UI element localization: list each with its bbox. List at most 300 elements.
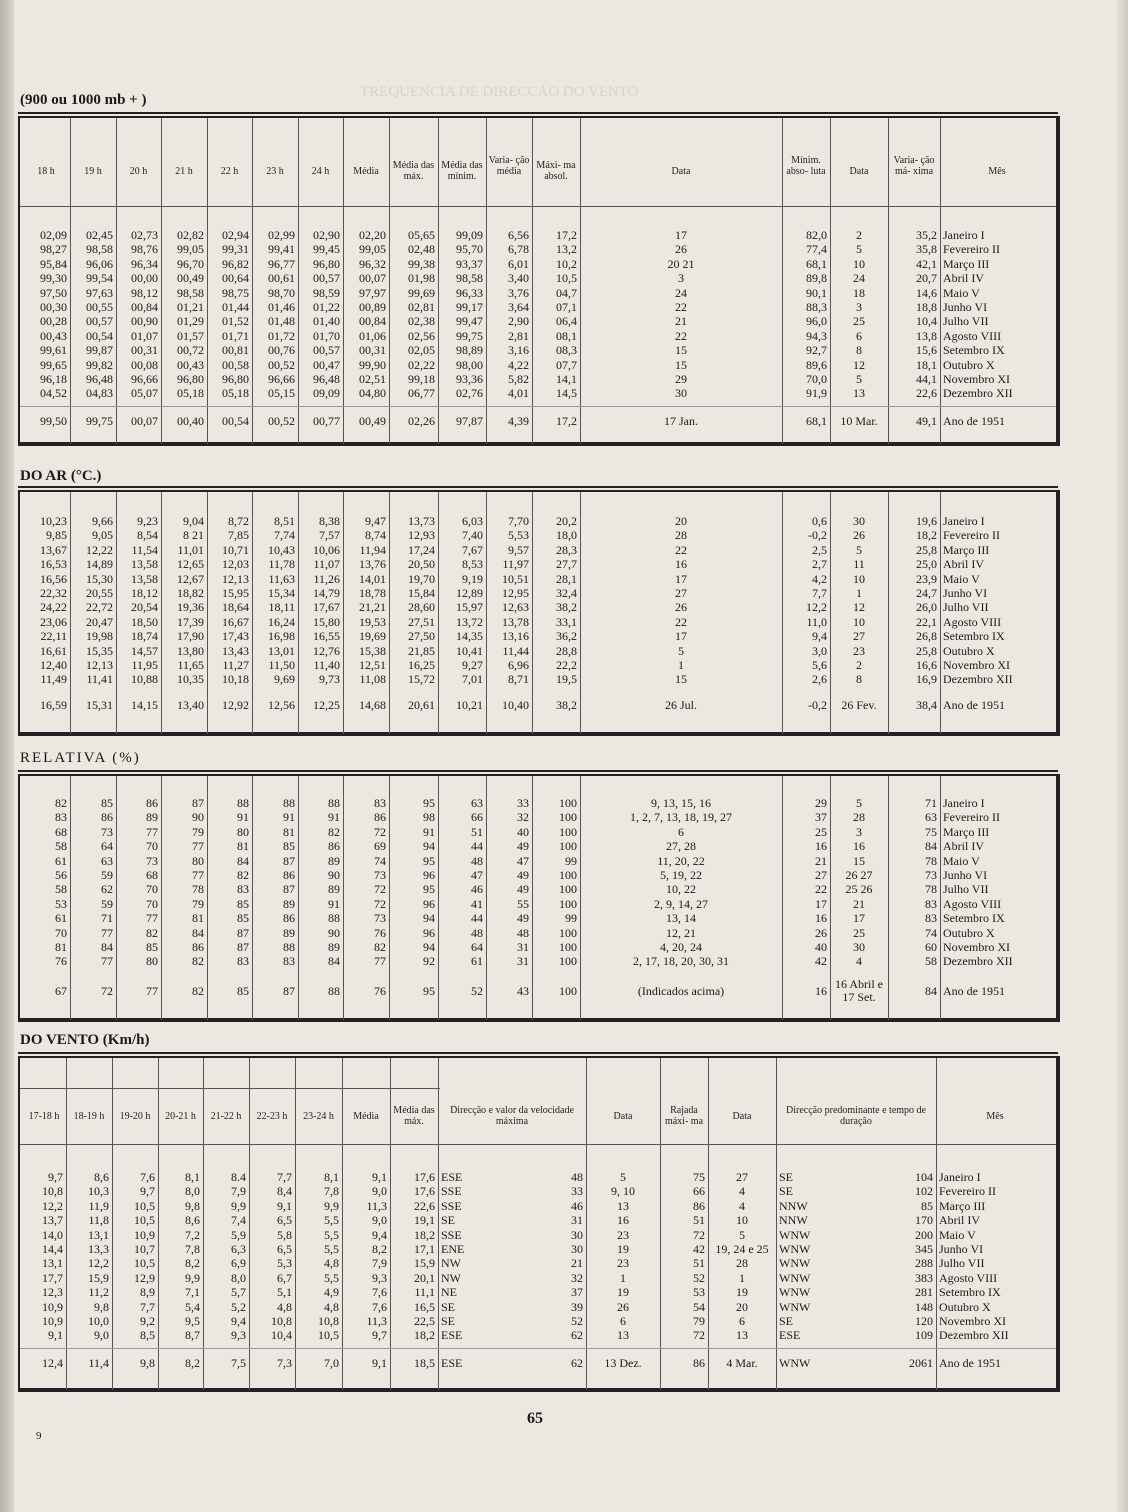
pressure-cell: 99,41 — [268, 242, 295, 257]
pressure-cell: 92,7 — [806, 343, 827, 358]
temperature-cell: 11,26 — [313, 571, 340, 586]
temperature-cell: 20,50 — [408, 557, 435, 572]
pressure-cell: 08,1 — [556, 328, 577, 343]
wind-total-cell: 11,4 — [88, 1356, 109, 1370]
temperature-section-title: DO AR (°C.) — [20, 468, 102, 484]
wind-cell: 1 — [620, 1270, 626, 1285]
humidity-cell: 79 — [192, 824, 204, 839]
temperature-cell: 11,40 — [313, 658, 340, 672]
humidity-cell: 86 — [192, 940, 204, 954]
humidity-cell: 80 — [146, 954, 158, 969]
humidity-cell: 100 — [559, 882, 577, 897]
humidity-cell: 100 — [559, 925, 577, 940]
pressure-cell: 96,48 — [313, 372, 340, 386]
temperature-cell: 13,67 — [40, 542, 67, 557]
humidity-total-cell: 100 — [559, 984, 577, 998]
humidity-cell: 63 — [101, 853, 113, 868]
humidity-cell: 70 — [55, 925, 67, 940]
column-rule — [389, 776, 390, 1020]
temperature-cell: 8,71 — [508, 672, 529, 687]
humidity-cell: 72 — [374, 882, 386, 897]
pressure-total-cell: 00,40 — [177, 414, 204, 428]
humidity-cell: 81 — [55, 940, 67, 954]
pressure-cell: 10,5 — [556, 271, 577, 286]
humidity-cell: 58 — [55, 882, 67, 897]
humidity-cell: 40 — [815, 940, 827, 954]
pressure-cell: 01,98 — [408, 271, 435, 286]
humidity-cell: 84 — [237, 853, 249, 868]
pressure-cell: 98,27 — [40, 242, 67, 257]
pressure-cell: 07,7 — [556, 357, 577, 372]
pressure-cell: 01,22 — [313, 300, 340, 314]
pressure-cell: 96,33 — [456, 285, 483, 300]
pressure-cell: 00,52 — [268, 357, 295, 372]
temperature-cell: 9,57 — [508, 542, 529, 557]
humidity-total-cell: 76 — [374, 984, 386, 998]
pressure-total-cell: 99,50 — [40, 414, 67, 428]
pressure-header-7: Média — [353, 165, 379, 177]
temperature-cell: 11,65 — [177, 658, 204, 672]
humidity-cell: 88 — [237, 796, 249, 810]
pressure-cell: 96,80 — [222, 372, 249, 386]
pressure-cell: 89,6 — [806, 357, 827, 372]
pressure-cell: 02,73 — [131, 228, 158, 242]
wind-cell: 8,6 — [94, 1170, 109, 1184]
pressure-cell: 01,57 — [177, 328, 204, 343]
pressure-table — [18, 116, 1060, 446]
wind-cell: 19, 24 e 25 — [715, 1242, 769, 1256]
temperature-cell: 17 — [675, 629, 687, 644]
pressure-cell: 05,65 — [408, 228, 435, 242]
wind-cell: 4,8 — [324, 1299, 339, 1314]
temperature-total-cell: 15,31 — [86, 698, 113, 712]
humidity-cell: 95 — [423, 853, 435, 868]
column-rule — [343, 492, 344, 734]
wind-cell: 26 — [617, 1299, 629, 1314]
humidity-cell: 77 — [146, 911, 158, 926]
temperature-cell: 8,38 — [319, 514, 340, 528]
humidity-cell: 2, 9, 14, 27 — [654, 896, 708, 911]
pressure-cell: 00,31 — [359, 343, 386, 358]
wind-cell: 51 — [693, 1256, 705, 1271]
wind-cell: 9,5 — [185, 1314, 200, 1328]
pressure-cell: 02,94 — [222, 228, 249, 242]
wind-cell: 7,1 — [185, 1285, 200, 1300]
humidity-total-cell: 82 — [192, 984, 204, 998]
pressure-cell: 14,6 — [916, 285, 937, 300]
wind-cell: 66 — [693, 1184, 705, 1199]
wind-total-cell: 18,5 — [414, 1356, 435, 1370]
temperature-cell: 15,35 — [86, 643, 113, 658]
wind-cell: 7,7 — [140, 1299, 155, 1314]
temperature-cell: 12,76 — [313, 643, 340, 658]
temperature-cell: 27,7 — [556, 557, 577, 572]
pressure-cell: 00,55 — [86, 300, 113, 314]
humidity-cell: 74 — [925, 925, 937, 940]
temperature-total-cell: 14,68 — [359, 698, 386, 712]
humidity-cell: 86 — [374, 810, 386, 825]
pressure-cell: 22 — [675, 328, 687, 343]
humidity-cell: Agosto VIII — [943, 896, 1002, 911]
wind-cell: 5,9 — [231, 1227, 246, 1242]
humidity-cell: 69 — [374, 839, 386, 854]
temperature-cell: 24,7 — [916, 586, 937, 600]
pressure-cell: 3,76 — [508, 285, 529, 300]
pressure-cell: 99,17 — [456, 300, 483, 314]
pressure-cell: 04,83 — [86, 386, 113, 401]
wind-cell: 8,2 — [185, 1256, 200, 1271]
pressure-cell: 02,45 — [86, 228, 113, 242]
pressure-cell: 00,43 — [40, 328, 67, 343]
wind-cell: Abril IV — [939, 1213, 980, 1228]
pressure-cell: 01,46 — [268, 300, 295, 314]
pressure-cell: 96,66 — [131, 372, 158, 386]
pressure-cell: 96,06 — [86, 256, 113, 271]
humidity-table — [18, 774, 1060, 1022]
wind-cell: 8,1 — [324, 1170, 339, 1184]
wind-cell: 9,0 — [372, 1213, 387, 1228]
temperature-cell: 28,8 — [556, 643, 577, 658]
temperature-total-cell: 12,56 — [268, 698, 295, 712]
pressure-total-cell: 49,1 — [916, 414, 937, 428]
pressure-cell: 02,09 — [40, 228, 67, 242]
pressure-cell: 02,05 — [408, 343, 435, 358]
temperature-cell: 2,5 — [812, 542, 827, 557]
column-rule — [116, 776, 117, 1020]
temperature-cell: 16,56 — [40, 571, 67, 586]
wind-cell: 18,2 — [414, 1227, 435, 1242]
temperature-cell: -0,2 — [808, 528, 827, 543]
temperature-cell: 13,76 — [359, 557, 386, 572]
pressure-cell: 00,00 — [131, 271, 158, 286]
humidity-cell: 26 — [815, 925, 827, 940]
temperature-cell: 18,2 — [916, 528, 937, 543]
humidity-cell: 100 — [559, 940, 577, 954]
temperature-cell: 25,0 — [916, 557, 937, 572]
pressure-cell: 42,1 — [916, 256, 937, 271]
pressure-cell: 02,82 — [177, 228, 204, 242]
temperature-cell: 15,80 — [313, 614, 340, 629]
pressure-total-cell: 17,2 — [556, 414, 577, 428]
pressure-cell: 99,30 — [40, 271, 67, 286]
humidity-cell: 42 — [815, 954, 827, 969]
pressure-cell: 15 — [675, 343, 687, 358]
pressure-cell: 24 — [675, 285, 687, 300]
temperature-cell: 19,36 — [177, 600, 204, 615]
temperature-cell: 10 — [853, 571, 865, 586]
pressure-cell: 99,05 — [177, 242, 204, 257]
humidity-cell: 85 — [283, 839, 295, 854]
humidity-cell: 95 — [423, 882, 435, 897]
humidity-cell: 55 — [517, 896, 529, 911]
temperature-cell: 11,50 — [268, 658, 295, 672]
pressure-cell: 99,54 — [86, 271, 113, 286]
humidity-cell: 86 — [328, 839, 340, 854]
pressure-cell: 00,54 — [86, 328, 113, 343]
wind-cell: 10,3 — [88, 1184, 109, 1199]
temperature-cell: 16,61 — [40, 643, 67, 658]
temperature-cell: 13,01 — [268, 643, 295, 658]
pressure-cell: 00,57 — [86, 314, 113, 329]
temperature-cell: 19,98 — [86, 629, 113, 644]
pressure-cell: 88,3 — [806, 300, 827, 314]
wind-cell: 9,0 — [94, 1328, 109, 1343]
temperature-cell: 11,94 — [359, 542, 386, 557]
pressure-cell: 98,76 — [131, 242, 158, 257]
temperature-cell: 30 — [853, 514, 865, 528]
pressure-cell: 97,97 — [359, 285, 386, 300]
humidity-cell: Junho VI — [943, 868, 988, 882]
temperature-total-cell: 14,15 — [131, 698, 158, 712]
temperature-cell: 17,67 — [313, 600, 340, 615]
pressure-header-5: 23 h — [266, 165, 284, 177]
wind-cell: 10,5 — [134, 1213, 155, 1228]
wind-cell: 23 — [617, 1227, 629, 1242]
pressure-cell: Agosto VIII — [943, 328, 1002, 343]
pressure-cell: 18,1 — [916, 357, 937, 372]
temperature-cell: Junho VI — [943, 586, 988, 600]
temperature-cell: 1 — [678, 658, 684, 672]
pressure-cell: 04,80 — [359, 386, 386, 401]
wind-total-cell: WNW — [779, 1356, 811, 1370]
humidity-cell: 77 — [101, 954, 113, 969]
humidity-cell: 89 — [283, 896, 295, 911]
total-rule — [20, 1348, 1056, 1349]
pressure-cell: 07,1 — [556, 300, 577, 314]
pressure-cell: 01,48 — [268, 314, 295, 329]
pressure-cell: 98,89 — [456, 343, 483, 358]
temperature-cell: 22 — [675, 614, 687, 629]
humidity-total-cell: 77 — [146, 984, 158, 998]
temperature-cell: 15,30 — [86, 571, 113, 586]
wind-header-13: Direcção predominante e tempo de duração — [786, 1105, 926, 1127]
wind-cell: 13 — [736, 1328, 748, 1343]
pressure-cell: 5,82 — [508, 372, 529, 386]
humidity-cell: 61 — [55, 853, 67, 868]
temperature-cell: 38,2 — [556, 600, 577, 615]
humidity-cell: 78 — [192, 882, 204, 897]
pressure-header-6: 24 h — [311, 165, 330, 177]
wind-cell: Outubro X — [939, 1299, 991, 1314]
temperature-cell: 12,22 — [86, 542, 113, 557]
wind-cell: 8,5 — [140, 1328, 155, 1343]
humidity-cell: 12, 21 — [666, 925, 696, 940]
pressure-total-cell: 17 Jan. — [664, 414, 698, 428]
wind-header-8: Média das máx. — [393, 1105, 435, 1127]
humidity-cell: 87 — [283, 853, 295, 868]
humidity-cell: 87 — [237, 925, 249, 940]
humidity-section-title: RELATIVA (%) — [20, 750, 141, 766]
pressure-cell: Dezembro XII — [943, 386, 1013, 401]
humidity-cell: 100 — [559, 796, 577, 810]
wind-cell: 9,9 — [324, 1198, 339, 1213]
wind-cell: 62 — [571, 1328, 583, 1343]
header-rule — [20, 206, 1056, 207]
wind-cell: Agosto VIII — [939, 1270, 998, 1285]
wind-cell: 102 — [915, 1184, 933, 1199]
humidity-cell: 4 — [856, 954, 862, 969]
wind-cell: 17,6 — [414, 1184, 435, 1199]
humidity-cell: 99 — [565, 853, 577, 868]
humidity-cell: 16 — [815, 839, 827, 854]
humidity-cell: 100 — [559, 839, 577, 854]
humidity-total-cell: Ano de 1951 — [943, 984, 1005, 998]
temperature-total-cell: 20,61 — [408, 698, 435, 712]
pressure-cell: 99,61 — [40, 343, 67, 358]
humidity-cell: Março III — [943, 824, 990, 839]
temperature-cell: 11 — [853, 557, 865, 572]
wind-cell: 31 — [571, 1213, 583, 1228]
pressure-header-14: Data — [849, 165, 869, 177]
pressure-cell: Maio V — [943, 285, 980, 300]
wind-section-title: DO VENTO (Km/h) — [20, 1032, 150, 1048]
wind-cell: 9,0 — [372, 1184, 387, 1199]
pressure-cell: 01,21 — [177, 300, 204, 314]
column-rule — [249, 1058, 250, 1390]
pressure-cell: Outubro X — [943, 357, 995, 372]
wind-cell: Setembro IX — [939, 1285, 1001, 1300]
column-rule — [486, 776, 487, 1020]
wind-cell: 11,9 — [88, 1198, 109, 1213]
wind-cell: 6 — [620, 1314, 626, 1328]
humidity-cell: 73 — [101, 824, 113, 839]
humidity-cell: 84 — [192, 925, 204, 940]
humidity-cell: 83 — [925, 896, 937, 911]
temperature-cell: 12,67 — [177, 571, 204, 586]
wind-cell: 22,6 — [414, 1198, 435, 1213]
section-rule — [18, 486, 1058, 488]
wind-cell: 10,8 — [271, 1314, 292, 1328]
humidity-total-cell: 16 Abril e 17 Set. — [835, 977, 883, 1004]
wind-cell: 6,7 — [277, 1270, 292, 1285]
wind-cell: 9,3 — [372, 1270, 387, 1285]
wind-cell: WNW — [779, 1270, 811, 1285]
temperature-cell: Julho VII — [943, 600, 989, 615]
wind-cell: 7,8 — [185, 1242, 200, 1256]
wind-cell: WNW — [779, 1227, 811, 1242]
humidity-cell: 49 — [517, 882, 529, 897]
pressure-cell: Fevereiro II — [943, 242, 1000, 257]
temperature-cell: 8 21 — [183, 528, 204, 543]
pressure-cell: 01,07 — [131, 328, 158, 343]
pressure-cell: 22 — [675, 300, 687, 314]
humidity-cell: 40 — [517, 824, 529, 839]
pressure-cell: Junho VI — [943, 300, 988, 314]
temperature-total-cell: -0,2 — [808, 698, 827, 712]
pressure-cell: Setembro IX — [943, 343, 1005, 358]
pressure-cell: 08,3 — [556, 343, 577, 358]
temperature-cell: 26 — [675, 600, 687, 615]
column-rule — [936, 1058, 937, 1390]
humidity-cell: 88 — [328, 911, 340, 926]
wind-cell: WNW — [779, 1256, 811, 1271]
humidity-cell: 82 — [328, 824, 340, 839]
humidity-cell: 26 27 — [845, 868, 873, 882]
pressure-header-11: Máxi- ma absol. — [536, 160, 576, 182]
pressure-cell: 20 21 — [667, 256, 695, 271]
wind-cell: ENE — [441, 1242, 465, 1256]
pressure-cell: 96,34 — [131, 256, 158, 271]
humidity-cell: 58 — [55, 839, 67, 854]
pressure-total-cell: 00,52 — [268, 414, 295, 428]
pressure-cell: 96,0 — [806, 314, 827, 329]
wind-cell: SSE — [441, 1227, 462, 1242]
wind-cell: 10,5 — [134, 1256, 155, 1271]
humidity-cell: 37 — [815, 810, 827, 825]
wind-cell: 5,4 — [185, 1299, 200, 1314]
pressure-cell: 96,18 — [40, 372, 67, 386]
humidity-cell: 88 — [328, 796, 340, 810]
humidity-cell: 81 — [192, 911, 204, 926]
humidity-cell: 33 — [517, 796, 529, 810]
humidity-cell: 87 — [283, 882, 295, 897]
pressure-cell: 02,81 — [408, 300, 435, 314]
pressure-cell: 6,78 — [508, 242, 529, 257]
temperature-cell: 13,16 — [502, 629, 529, 644]
column-rule — [252, 492, 253, 734]
humidity-total-cell: 43 — [517, 984, 529, 998]
temperature-cell: 7,57 — [319, 528, 340, 543]
wind-cell: 6,9 — [231, 1256, 246, 1271]
humidity-cell: 21 — [853, 896, 865, 911]
humidity-cell: 100 — [559, 954, 577, 969]
humidity-cell: 87 — [192, 796, 204, 810]
temperature-cell: 28 — [675, 528, 687, 543]
temperature-cell: 18,50 — [131, 614, 158, 629]
temperature-cell: 24,22 — [40, 600, 67, 615]
wind-cell: 4,8 — [277, 1299, 292, 1314]
wind-cell: 148 — [915, 1299, 933, 1314]
temperature-cell: 12,95 — [502, 586, 529, 600]
humidity-cell: 41 — [471, 896, 483, 911]
wind-cell: 5,7 — [231, 1285, 246, 1300]
column-rule — [438, 776, 439, 1020]
temperature-cell: 11,41 — [86, 672, 113, 687]
pressure-cell: 00,07 — [359, 271, 386, 286]
humidity-total-cell: 88 — [328, 984, 340, 998]
humidity-cell: 49 — [517, 868, 529, 882]
temperature-cell: 11,97 — [502, 557, 529, 572]
wind-cell: NNW — [779, 1198, 808, 1213]
pressure-cell: 18,8 — [916, 300, 937, 314]
pressure-cell: 91,9 — [806, 386, 827, 401]
humidity-cell: 98 — [423, 810, 435, 825]
wind-cell: 22,5 — [414, 1314, 435, 1328]
humidity-cell: Novembro XI — [943, 940, 1010, 954]
humidity-cell: 83 — [237, 882, 249, 897]
temperature-cell: 12,2 — [806, 600, 827, 615]
wind-cell: 281 — [915, 1285, 933, 1300]
wind-cell: 17,1 — [414, 1242, 435, 1256]
pressure-cell: 02,20 — [359, 228, 386, 242]
humidity-cell: 86 — [283, 868, 295, 882]
wind-cell: 18,2 — [414, 1328, 435, 1343]
temperature-cell: 17 — [675, 571, 687, 586]
pressure-cell: 99,69 — [408, 285, 435, 300]
wind-total-cell: 62 — [571, 1356, 583, 1370]
wind-header-10: Data — [613, 1110, 633, 1122]
temperature-cell: 5,53 — [508, 528, 529, 543]
column-rule — [70, 776, 71, 1020]
humidity-cell: 3 — [856, 824, 862, 839]
pressure-cell: 00,57 — [313, 343, 340, 358]
humidity-cell: 64 — [471, 940, 483, 954]
pressure-total-cell: 00,07 — [131, 414, 158, 428]
temperature-cell: 7,7 — [812, 586, 827, 600]
temperature-cell: 8,53 — [462, 557, 483, 572]
wind-table — [18, 1056, 1060, 1392]
temperature-cell: 7,85 — [228, 528, 249, 543]
